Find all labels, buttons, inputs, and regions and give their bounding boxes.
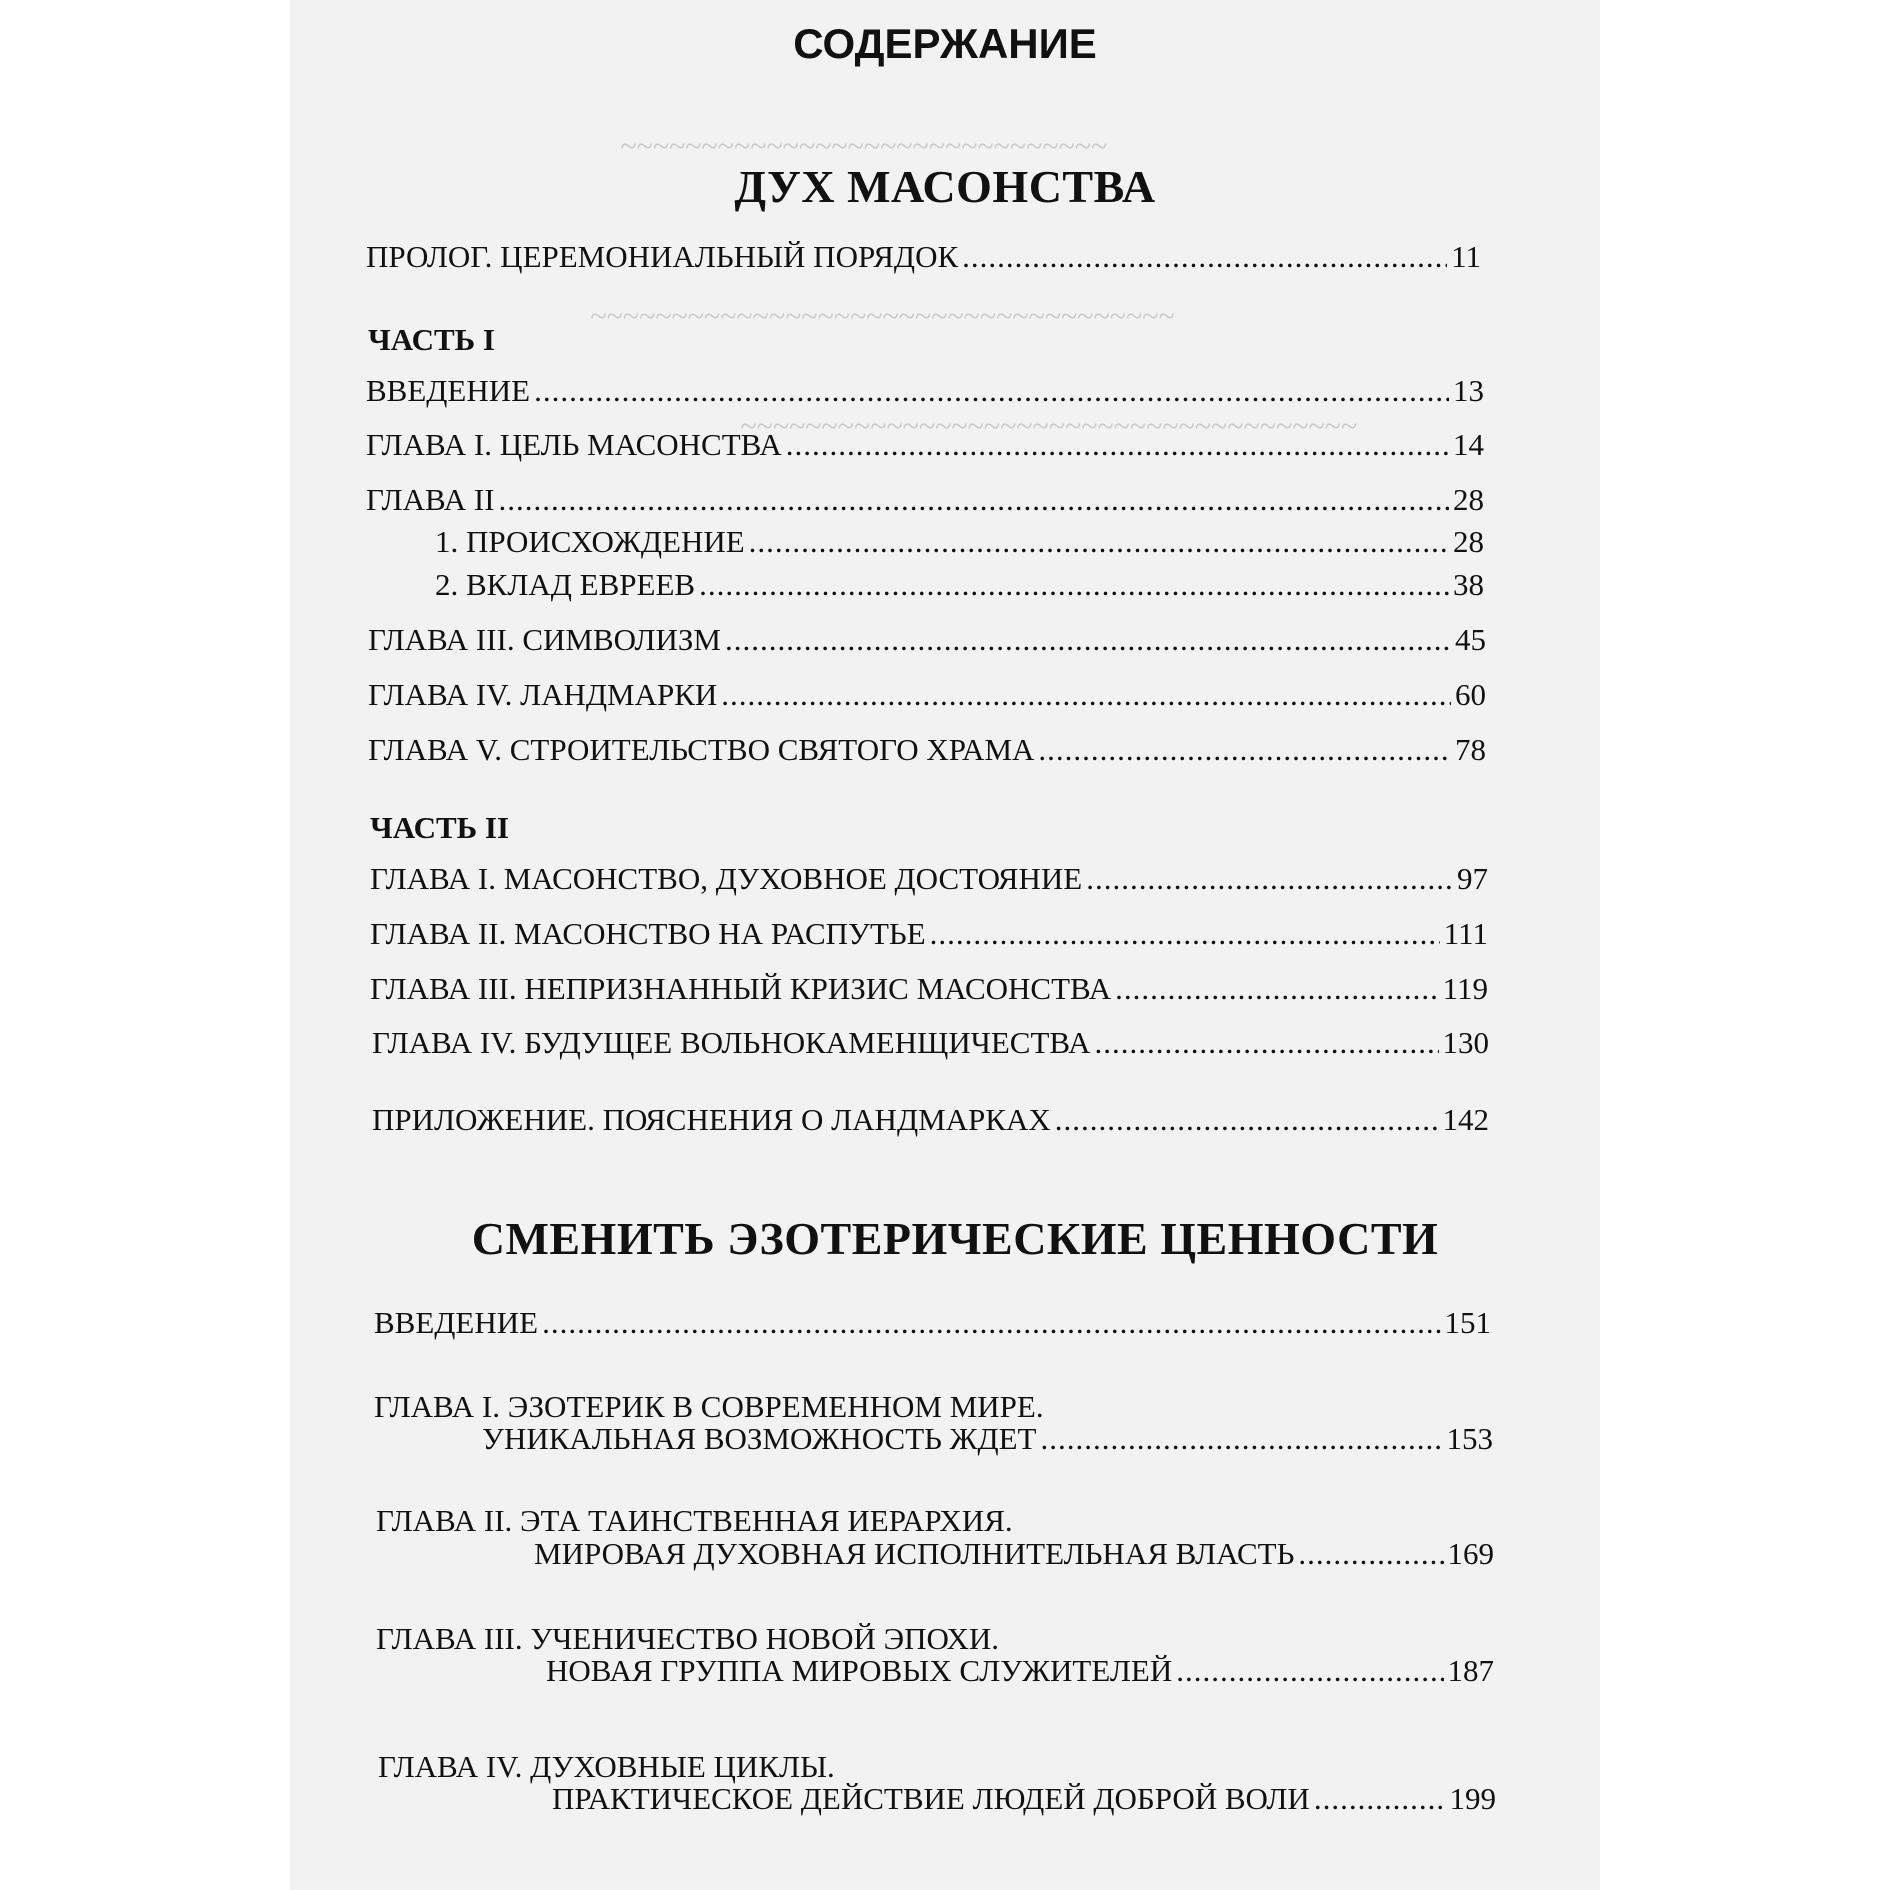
book2-title: СМЕНИТЬ ЭЗОТЕРИЧЕСКИЕ ЦЕННОСТИ (471, 1213, 1439, 1264)
leader-dots (1176, 1652, 1443, 1690)
leader-dots (1314, 1780, 1446, 1818)
entry-label: ГЛАВА I. ЦЕЛЬ МАСОНСТВА (366, 427, 782, 462)
entry-label: ПРОЛОГ. ЦЕРЕМОНИАЛЬНЫЙ ПОРЯДОК (366, 239, 959, 274)
entry-page: 11 (1451, 239, 1481, 274)
entry-label: ВВЕДЕНИЕ (366, 373, 531, 408)
leader-dots (962, 238, 1447, 276)
toc-entry[interactable] (546, 1652, 1494, 1690)
entry-page: 142 (1442, 1102, 1489, 1137)
entry-label: ГЛАВА I. МАСОНСТВО, ДУХОВНОЕ ДОСТОЯНИЕ (370, 861, 1083, 896)
toc-entry[interactable] (374, 1304, 1491, 1342)
entry-label: ПРИЛОЖЕНИЕ. ПОЯСНЕНИЯ О ЛАНДМАРКАХ (372, 1102, 1051, 1137)
toc-entry[interactable] (370, 860, 1488, 898)
leader-dots (721, 676, 1451, 714)
page-title: СОДЕРЖАНИЕ (793, 20, 1097, 67)
toc-entry[interactable] (482, 1420, 1493, 1458)
entry-label: МИРОВАЯ ДУХОВНАЯ ИСПОЛНИТЕЛЬНАЯ ВЛАСТЬ (534, 1536, 1295, 1571)
part1-label: ЧАСТЬ I (368, 322, 495, 357)
chapter-heading: ГЛАВА III. УЧЕНИЧЕСТВО НОВОЙ ЭПОХИ. (376, 1621, 999, 1656)
leader-dots (930, 915, 1440, 953)
toc-entry-appendix[interactable] (372, 1101, 1489, 1139)
entry-label: УНИКАЛЬНАЯ ВОЗМОЖНОСТЬ ЖДЕТ (482, 1421, 1037, 1456)
entry-page: 153 (1446, 1421, 1493, 1456)
entry-page: 187 (1447, 1653, 1494, 1688)
entry-label: 1. ПРОИСХОЖДЕНИЕ (435, 524, 745, 559)
right-margin (1600, 0, 1890, 1890)
leader-dots (1095, 1024, 1439, 1062)
entry-page: 130 (1442, 1025, 1489, 1060)
bleed-through: ~~~~~~~~~~~~~~~~~~~~~~~~~~~~~~ (620, 130, 1107, 163)
toc-entry[interactable] (534, 1535, 1494, 1573)
toc-subentry[interactable] (435, 566, 1484, 604)
entry-page: 14 (1453, 427, 1484, 462)
leader-dots (542, 1304, 1440, 1342)
entry-label: ГЛАВА III. НЕПРИЗНАННЫЙ КРИЗИС МАСОНСТВА (370, 971, 1112, 1006)
leader-dots (786, 426, 1449, 464)
toc-entry-prologue[interactable] (366, 238, 1481, 276)
entry-page: 78 (1455, 732, 1486, 767)
entry-page: 97 (1457, 861, 1488, 896)
entry-page: 28 (1453, 524, 1484, 559)
entry-page: 28 (1453, 482, 1484, 517)
entry-label: ГЛАВА II. МАСОНСТВО НА РАСПУТЬЕ (370, 916, 926, 951)
entry-page: 151 (1444, 1305, 1491, 1340)
leader-dots (1038, 731, 1451, 769)
toc-entry[interactable] (368, 621, 1486, 659)
leader-dots (725, 621, 1451, 659)
bleed-through: ~~~~~~~~~~~~~~~~~~~~~~~~~~~~~~~~~~~~ (590, 300, 1175, 333)
book-page (290, 0, 1600, 1890)
entry-page: 119 (1442, 971, 1488, 1006)
entry-page: 38 (1453, 567, 1484, 602)
toc-entry[interactable] (552, 1780, 1496, 1818)
part2-label: ЧАСТЬ II (370, 810, 510, 845)
leader-dots (699, 566, 1449, 604)
entry-page: 45 (1455, 622, 1486, 657)
book1-title: ДУХ МАСОНСТВА (734, 161, 1156, 212)
toc-entry[interactable] (372, 1024, 1489, 1062)
leader-dots (1055, 1101, 1439, 1139)
entry-label: 2. ВКЛАД ЕВРЕЕВ (435, 567, 696, 602)
toc-entry[interactable] (368, 731, 1486, 769)
leader-dots (1298, 1535, 1443, 1573)
entry-page: 13 (1453, 373, 1484, 408)
chapter-heading: ГЛАВА I. ЭЗОТЕРИК В СОВРЕМЕННОМ МИРЕ. (374, 1389, 1044, 1424)
toc-entry[interactable] (366, 426, 1484, 464)
entry-label: ГЛАВА III. СИМВОЛИЗМ (368, 622, 721, 657)
toc-entry[interactable] (370, 970, 1488, 1008)
entry-label: ГЛАВА IV. БУДУЩЕЕ ВОЛЬНОКАМЕНЩИЧЕСТВА (372, 1025, 1091, 1060)
leader-dots (1040, 1420, 1442, 1458)
leader-dots (499, 481, 1449, 519)
entry-page: 199 (1449, 1781, 1496, 1816)
toc-entry[interactable] (366, 372, 1484, 410)
leader-dots (1086, 860, 1453, 898)
left-margin (0, 0, 290, 1890)
entry-page: 169 (1447, 1536, 1494, 1571)
leader-dots (534, 372, 1449, 410)
bleed-through: ~~~~~~~~~~~~~~~~~~~~~~~~~~~~~~~~~~~~~~ (740, 410, 1357, 443)
leader-dots (1115, 970, 1438, 1008)
chapter-heading: ГЛАВА II. ЭТА ТАИНСТВЕННАЯ ИЕРАРХИЯ. (376, 1503, 1013, 1538)
leader-dots (749, 523, 1449, 561)
toc-entry[interactable] (368, 676, 1486, 714)
entry-label: ГЛАВА IV. ЛАНДМАРКИ (368, 677, 718, 712)
entry-label: ВВЕДЕНИЕ (374, 1305, 539, 1340)
toc-subentry[interactable] (435, 523, 1484, 561)
toc-entry[interactable] (370, 915, 1488, 953)
chapter-heading: ГЛАВА IV. ДУХОВНЫЕ ЦИКЛЫ. (378, 1749, 835, 1784)
entry-page: 111 (1443, 916, 1488, 951)
entry-page: 60 (1455, 677, 1486, 712)
entry-label: ГЛАВА II (366, 482, 495, 517)
entry-label: ГЛАВА V. СТРОИТЕЛЬСТВО СВЯТОГО ХРАМА (368, 732, 1035, 767)
entry-label: НОВАЯ ГРУППА МИРОВЫХ СЛУЖИТЕЛЕЙ (546, 1653, 1173, 1688)
entry-label: ПРАКТИЧЕСКОЕ ДЕЙСТВИЕ ЛЮДЕЙ ДОБРОЙ ВОЛИ (552, 1781, 1310, 1816)
toc-entry[interactable] (366, 481, 1484, 519)
